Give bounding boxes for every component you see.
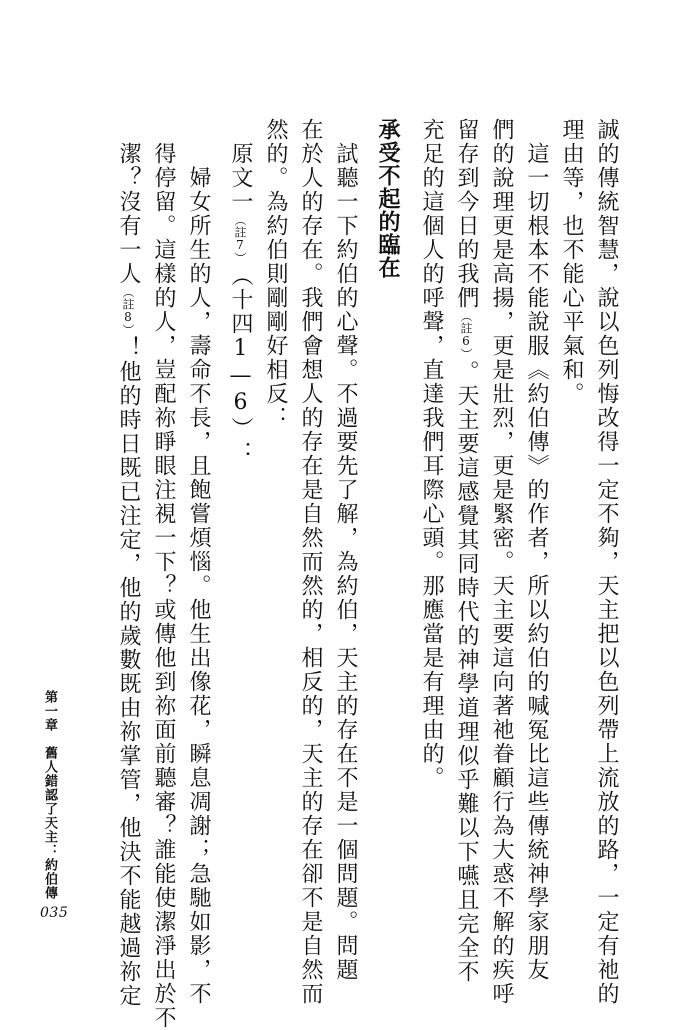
text-column-3 [522, 118, 550, 982]
quote-text: 婦女所生的人，壽命不長，且飽嘗煩惱。他生出像花，瞬息凋謝；急馳如影，不 [186, 118, 211, 1006]
footnote-marker-8: （註8） [121, 286, 135, 336]
page-number: 035 [40, 905, 69, 921]
column-text: 留存到今日的我們 [454, 118, 479, 310]
quote-column-1 [184, 118, 212, 1006]
chapter-label: 第一章 [42, 690, 57, 732]
column-text-tail: 。天主要這感覺其同時代的神學道理似乎難以下嚥且完全不 [454, 360, 479, 984]
chapter-title: 舊人錯認了天主：約伯傳 [42, 746, 57, 900]
section-heading [374, 118, 402, 279]
footnote-marker-6: （註6） [459, 310, 473, 360]
column-text: 在於人的存在。我們會想人的存在是自然而然的，相反的，天主的存在卻不是自然而 [298, 118, 323, 1006]
quote-text: 得停留。這樣的人，豈配祢睜眼注視一下？或傳他到祢面前聽審？誰能使潔淨出於不 [151, 118, 176, 1030]
quote-text-tail: ！他的時日既已注定，他的歲數既由祢掌管，他決不能越過祢定 [116, 336, 141, 1008]
column-text-tail: （十四1—6）： [228, 264, 253, 465]
quote-column-2 [149, 118, 177, 1030]
heading-text: 承受不起的臨在 [375, 118, 401, 279]
running-head [42, 690, 56, 900]
text-column-6 [417, 118, 445, 790]
footnote-marker-7: （註7） [233, 214, 247, 264]
text-column-1 [592, 118, 620, 1006]
quote-text: 潔？沒有一人 [116, 118, 141, 286]
column-text: 原文一 [228, 118, 253, 214]
text-column-5 [452, 118, 480, 984]
text-column-11 [226, 118, 254, 465]
column-text: 然的。為約伯則剛剛好相反： [263, 118, 288, 430]
quote-column-3 [114, 118, 142, 1008]
text-column-10 [261, 118, 289, 430]
column-text: 誠的傳統智慧，說以色列悔改得一定不夠，天主把以色列帶上流放的路，一定有祂的 [594, 118, 619, 1006]
column-text: 理由等，也不能心平氣和。 [559, 118, 584, 406]
text-column-2 [557, 118, 585, 406]
text-column-9 [296, 118, 324, 1006]
column-text: 試聽一下約伯的心聲。不過要先了解，為約伯，天主的存在不是一個問題。問題 [333, 118, 358, 982]
text-column-8 [331, 118, 359, 982]
text-column-4 [487, 118, 515, 1006]
column-text: 們的說理更是高揚，更是壯烈，更是緊密。天主要這向著祂眷顧行為大惑不解的疾呼 [489, 118, 514, 1006]
column-text: 充足的這個人的呼聲，直達我們耳際心頭。那應當是有理由的。 [419, 118, 444, 790]
column-text: 這一切根本不能說服《約伯傳》的作者，所以約伯的喊冤比這些傳統神學家朋友 [524, 118, 549, 982]
